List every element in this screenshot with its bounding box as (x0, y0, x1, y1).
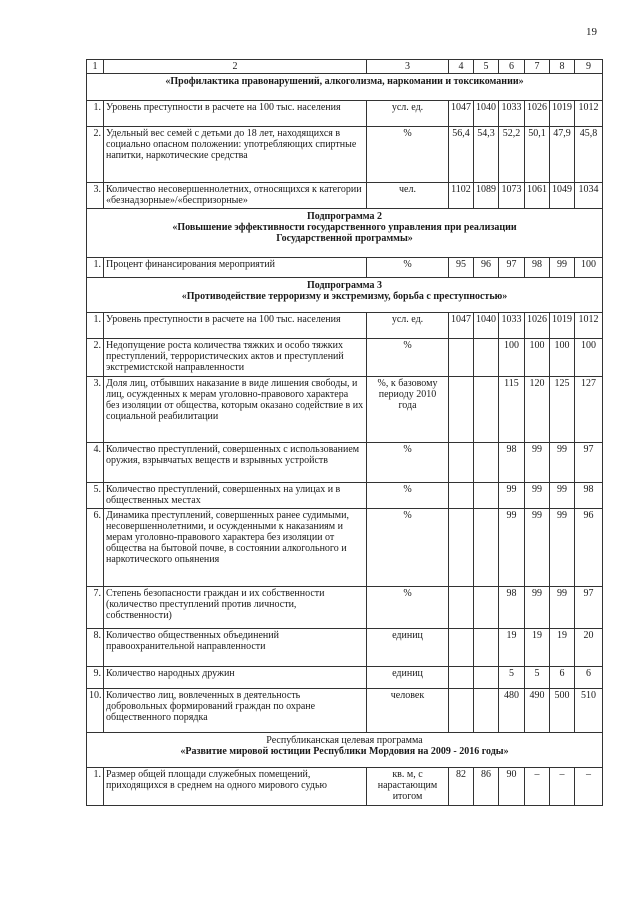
value-cell: 1012 (575, 313, 603, 339)
value-cell: 98 (575, 483, 603, 509)
indicator-name: Доля лиц, отбывших наказание в виде лишения свободы, и лиц, осужденных к мерам уголовно-правового характера без изоляции от общества, которым оказано содействие в их социальной реабилитации (104, 377, 367, 443)
value-cell: 98 (499, 443, 525, 483)
unit-cell: усл. ед. (367, 313, 449, 339)
value-cell (474, 339, 499, 377)
value-cell (474, 667, 499, 689)
value-cell: 5 (525, 667, 550, 689)
value-cell: 97 (499, 258, 525, 278)
section2-title-line: Подпрограмма 2 (306, 211, 383, 222)
section4-header (87, 733, 603, 768)
section2-title-line: «Повышение эффективности государственного управления при реализации (172, 222, 517, 233)
value-cell: 99 (550, 443, 575, 483)
value-cell: 96 (575, 509, 603, 587)
value-cell: 97 (575, 443, 603, 483)
value-cell (449, 689, 474, 733)
value-cell: 510 (575, 689, 603, 733)
indicator-name: Количество общественных объединений правоохранительной направленности (104, 629, 367, 667)
value-cell: 125 (550, 377, 575, 443)
row-number: 1. (87, 101, 104, 127)
value-cell: 1019 (550, 313, 575, 339)
section2-header (87, 209, 603, 258)
value-cell: 90 (499, 768, 525, 806)
indicator-name: Размер общей площади служебных помещений, приходящихся в среднем на одного мирового судью (104, 768, 367, 806)
value-cell: 100 (499, 339, 525, 377)
indicator-name: Количество преступлений, совершенных с использованием оружия, взрывчатых веществ и взрывных устройств (104, 443, 367, 483)
unit-cell: % (367, 339, 449, 377)
value-cell: 1033 (499, 313, 525, 339)
value-cell: 99 (525, 483, 550, 509)
value-cell: 99 (525, 443, 550, 483)
col-number: 4 (449, 60, 474, 74)
value-cell: 95 (449, 258, 474, 278)
section4-title-line: Республиканская целевая программа (266, 735, 423, 746)
value-cell: 47,9 (550, 127, 575, 183)
col-number: 6 (499, 60, 525, 74)
indicator-name: Недопущение роста количества тяжких и особо тяжких преступлений, террористических актов и преступлений экстремистской направленности (104, 339, 367, 377)
value-cell: 1026 (525, 101, 550, 127)
value-cell: 54,3 (474, 127, 499, 183)
value-cell (474, 509, 499, 587)
table-row (87, 377, 603, 443)
row-number: 9. (87, 667, 104, 689)
value-cell: 52,2 (499, 127, 525, 183)
page-number: 19 (586, 26, 597, 38)
section1-title-line: «Профилактика правонарушений, алкоголизма, наркомании и токсикомании» (165, 76, 524, 87)
value-cell (449, 377, 474, 443)
row-number: 10. (87, 689, 104, 733)
value-cell: 19 (499, 629, 525, 667)
value-cell: 100 (550, 339, 575, 377)
col-number: 5 (474, 60, 499, 74)
value-cell: 1012 (575, 101, 603, 127)
value-cell: 99 (525, 509, 550, 587)
value-cell: 1034 (575, 183, 603, 209)
col-number: 2 (104, 60, 367, 74)
row-number: 1. (87, 313, 104, 339)
section3-title (87, 278, 603, 313)
value-cell: 50,1 (525, 127, 550, 183)
section4-title (87, 733, 603, 768)
table-row (87, 443, 603, 483)
table-row (87, 509, 603, 587)
value-cell: 45,8 (575, 127, 603, 183)
col-number: 8 (550, 60, 575, 74)
value-cell: 1061 (525, 183, 550, 209)
indicator-name: Динамика преступлений, совершенных ранее судимыми, несовершеннолетними, и осужденными к наказаниям и мерам уголовно-правового характера без изоляции от общества на бытовой почве, в состоянии алкогольного и наркотического опьянения (104, 509, 367, 587)
row-number: 1. (87, 258, 104, 278)
value-cell: 97 (575, 587, 603, 629)
indicator-name: Количество народных дружин (104, 667, 367, 689)
value-cell: 98 (499, 587, 525, 629)
value-cell: 1047 (449, 101, 474, 127)
unit-cell: % (367, 127, 449, 183)
unit-cell: % (367, 443, 449, 483)
value-cell: 5 (499, 667, 525, 689)
col-number: 9 (575, 60, 603, 74)
value-cell (474, 629, 499, 667)
row-number: 3. (87, 377, 104, 443)
value-cell: 127 (575, 377, 603, 443)
col-number: 1 (87, 60, 104, 74)
indicator-name: Удельный вес семей с детьми до 18 лет, находящихся в социально опасном положении: употребляющих спиртные напитки, наркотические средства (104, 127, 367, 183)
table-row (87, 689, 603, 733)
value-cell (449, 629, 474, 667)
section3-header (87, 278, 603, 313)
value-cell: 1089 (474, 183, 499, 209)
table-row (87, 483, 603, 509)
indicator-name: Количество лиц, вовлеченных в деятельность добровольных формирований граждан по охране общественного порядка (104, 689, 367, 733)
value-cell: 19 (525, 629, 550, 667)
unit-cell: человек (367, 689, 449, 733)
unit-cell: % (367, 587, 449, 629)
value-cell: 99 (525, 587, 550, 629)
value-cell: 120 (525, 377, 550, 443)
row-number: 4. (87, 443, 104, 483)
indicator-name: Количество преступлений, совершенных на улицах и в общественных местах (104, 483, 367, 509)
row-number: 2. (87, 127, 104, 183)
value-cell: – (525, 768, 550, 806)
col-number: 3 (367, 60, 449, 74)
value-cell: 1073 (499, 183, 525, 209)
section3-title-line: «Противодействие терроризму и экстремизму, борьба с преступностью» (181, 291, 508, 302)
indicator-name: Процент финансирования мероприятий (104, 258, 367, 278)
value-cell (474, 587, 499, 629)
value-cell (474, 443, 499, 483)
value-cell: 99 (499, 509, 525, 587)
row-number: 3. (87, 183, 104, 209)
value-cell: 99 (499, 483, 525, 509)
value-cell: 1026 (525, 313, 550, 339)
value-cell: 100 (575, 258, 603, 278)
value-cell: 56,4 (449, 127, 474, 183)
unit-cell: % (367, 258, 449, 278)
unit-cell: усл. ед. (367, 101, 449, 127)
row-number: 5. (87, 483, 104, 509)
value-cell: 6 (550, 667, 575, 689)
unit-cell: единиц (367, 667, 449, 689)
table-row (87, 183, 603, 209)
value-cell: 500 (550, 689, 575, 733)
value-cell: – (550, 768, 575, 806)
value-cell: 99 (550, 258, 575, 278)
value-cell: 6 (575, 667, 603, 689)
unit-cell: единиц (367, 629, 449, 667)
value-cell: 99 (550, 509, 575, 587)
table-row (87, 587, 603, 629)
value-cell: 115 (499, 377, 525, 443)
value-cell: – (575, 768, 603, 806)
column-numbers-row (87, 60, 603, 74)
indicators-table (86, 59, 603, 806)
value-cell: 1033 (499, 101, 525, 127)
value-cell: 100 (575, 339, 603, 377)
section3-title-line: Подпрограмма 3 (306, 280, 383, 291)
table-row (87, 768, 603, 806)
table-row (87, 258, 603, 278)
table-row (87, 313, 603, 339)
value-cell: 1040 (474, 101, 499, 127)
unit-cell: чел. (367, 183, 449, 209)
table-row (87, 101, 603, 127)
value-cell (474, 483, 499, 509)
indicator-name: Уровень преступности в расчете на 100 тыс. населения (104, 101, 367, 127)
section1-title (87, 74, 603, 101)
value-cell: 99 (550, 483, 575, 509)
value-cell: 480 (499, 689, 525, 733)
value-cell: 1019 (550, 101, 575, 127)
value-cell (474, 689, 499, 733)
value-cell: 86 (474, 768, 499, 806)
table-row (87, 127, 603, 183)
value-cell: 99 (550, 587, 575, 629)
row-number: 1. (87, 768, 104, 806)
value-cell: 1040 (474, 313, 499, 339)
table-row (87, 339, 603, 377)
section4-title-line: «Развитие мировой юстиции Республики Мордовия на 2009 - 2016 годы» (180, 746, 509, 757)
indicator-name: Количество несовершеннолетних, относящихся к категории «безнадзорные»/«беспризорные» (104, 183, 367, 209)
value-cell (449, 587, 474, 629)
indicator-name: Уровень преступности в расчете на 100 тыс. населения (104, 313, 367, 339)
value-cell: 20 (575, 629, 603, 667)
row-number: 7. (87, 587, 104, 629)
row-number: 8. (87, 629, 104, 667)
value-cell: 1047 (449, 313, 474, 339)
value-cell: 96 (474, 258, 499, 278)
unit-cell: %, к базовому периоду 2010 года (367, 377, 449, 443)
col-number: 7 (525, 60, 550, 74)
value-cell (449, 667, 474, 689)
section2-title (87, 209, 603, 258)
value-cell: 82 (449, 768, 474, 806)
value-cell (449, 339, 474, 377)
section1-header (87, 74, 603, 101)
value-cell: 1102 (449, 183, 474, 209)
unit-cell: % (367, 509, 449, 587)
row-number: 2. (87, 339, 104, 377)
indicator-name: Степень безопасности граждан и их собственности (количество преступлений против личности, собственности) (104, 587, 367, 629)
unit-cell: кв. м, с нарастающим итогом (367, 768, 449, 806)
value-cell: 1049 (550, 183, 575, 209)
value-cell: 100 (525, 339, 550, 377)
value-cell (449, 483, 474, 509)
value-cell (449, 509, 474, 587)
value-cell (449, 443, 474, 483)
unit-cell: % (367, 483, 449, 509)
value-cell: 490 (525, 689, 550, 733)
value-cell: 19 (550, 629, 575, 667)
value-cell (474, 377, 499, 443)
value-cell: 98 (525, 258, 550, 278)
table-row (87, 629, 603, 667)
section2-title-line: Государственной программы» (276, 233, 413, 244)
table-row (87, 667, 603, 689)
row-number: 6. (87, 509, 104, 587)
